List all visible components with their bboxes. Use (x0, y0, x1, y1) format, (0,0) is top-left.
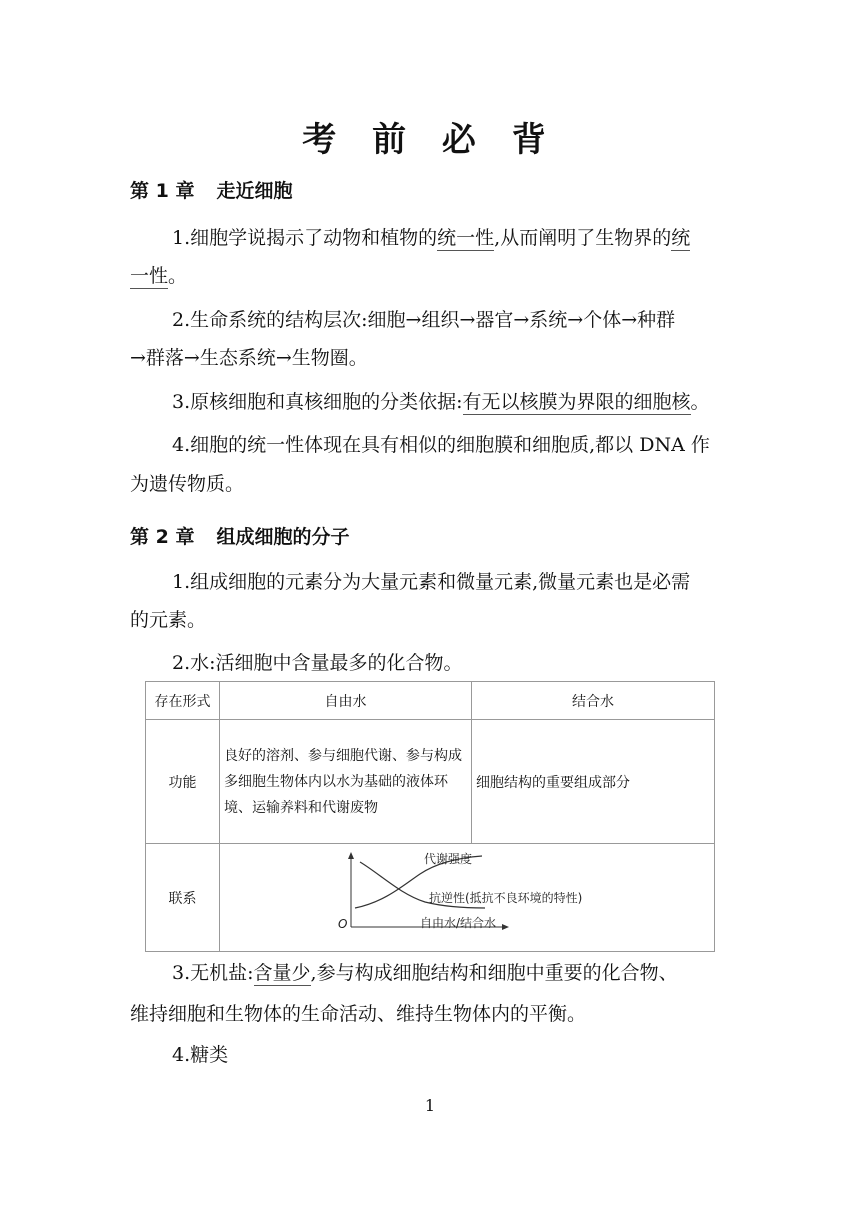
underlined-term: 统一性 (437, 227, 495, 249)
water-table (145, 681, 715, 952)
text: 。 (168, 265, 188, 287)
underlined-term: 一性 (130, 265, 169, 287)
ch1-point-2-line-2: →群落→生态系统→生物圈。 (130, 347, 368, 369)
x-axis-label: 自由水/结合水 (420, 916, 497, 930)
relation-graph (220, 844, 714, 951)
chapter-2-heading (130, 522, 349, 549)
ch2-point-3-line-2: 维持细胞和生物体的生命活动、维持生物体内的平衡。 (130, 1003, 587, 1025)
ch2-point-3-line-1 (172, 961, 678, 985)
text: 1.细胞学说揭示了动物和植物的 (172, 227, 438, 249)
label-stress-resistance: 抗逆性(抵抗不良环境的特性) (429, 891, 583, 905)
table-header-form: 存在形式 (146, 682, 220, 720)
text: 3.无机盐: (172, 962, 254, 984)
page-number: 1 (424, 1096, 436, 1115)
ch1-point-2-line-1: 2.生命系统的结构层次:细胞→组织→器官→系统→个体→种群 (172, 309, 676, 331)
table-row-relation (146, 844, 715, 952)
chapter-1-label: 第 1 章 (130, 180, 195, 202)
underlined-term: 含量少 (253, 962, 311, 984)
table-header-row (146, 682, 715, 720)
chapter-1-name: 走近细胞 (216, 180, 293, 202)
relation-graph-cell (220, 844, 715, 952)
ch1-point-1-line-2 (130, 264, 187, 288)
table-header-bound-water: 结合水 (472, 682, 715, 720)
chapter-2-name: 组成细胞的分子 (216, 526, 350, 548)
ch2-point-1-line-2: 的元素。 (130, 609, 207, 631)
y-axis-arrow (348, 852, 354, 859)
ch1-point-4-line-1: 4.细胞的统一性体现在具有相似的细胞膜和细胞质,都以 DNA 作 (172, 434, 710, 456)
table-label-function: 功能 (146, 720, 220, 844)
ch1-point-1-line-1 (172, 226, 690, 250)
text: ,参与构成细胞结构和细胞中重要的化合物、 (310, 962, 678, 984)
chapter-2-label: 第 2 章 (130, 526, 195, 548)
page-title: 考 前 必 背 (302, 120, 558, 160)
x-axis-arrow (502, 924, 509, 930)
table-row-function (146, 720, 715, 844)
ch2-point-1-line-1: 1.组成细胞的元素分为大量元素和微量元素,微量元素也是必需 (172, 571, 691, 593)
table-header-free-water: 自由水 (220, 682, 472, 720)
underlined-term: 有无以核膜为界限的细胞核 (462, 391, 691, 413)
table-label-relation: 联系 (146, 844, 220, 952)
text: ,从而阐明了生物界的 (494, 227, 672, 249)
chapter-1-heading (130, 176, 292, 203)
ch1-point-4-line-2: 为遗传物质。 (130, 473, 245, 495)
underlined-term: 统 (671, 227, 691, 249)
origin-label: O (338, 917, 348, 931)
free-water-function: 良好的溶剂、参与细胞代谢、参与构成多细胞生物体内以水为基础的液体环境、运输养料和代谢废物 (220, 720, 472, 844)
label-metabolic-intensity: 代谢强度 (424, 852, 473, 866)
ch2-point-4: 4.糖类 (172, 1044, 229, 1066)
ch2-point-2: 2.水:活细胞中含量最多的化合物。 (172, 652, 463, 674)
text: 3.原核细胞和真核细胞的分类依据: (172, 391, 463, 413)
ch1-point-3 (172, 390, 710, 414)
bound-water-function: 细胞结构的重要组成部分 (472, 720, 715, 844)
text: 。 (690, 391, 710, 413)
